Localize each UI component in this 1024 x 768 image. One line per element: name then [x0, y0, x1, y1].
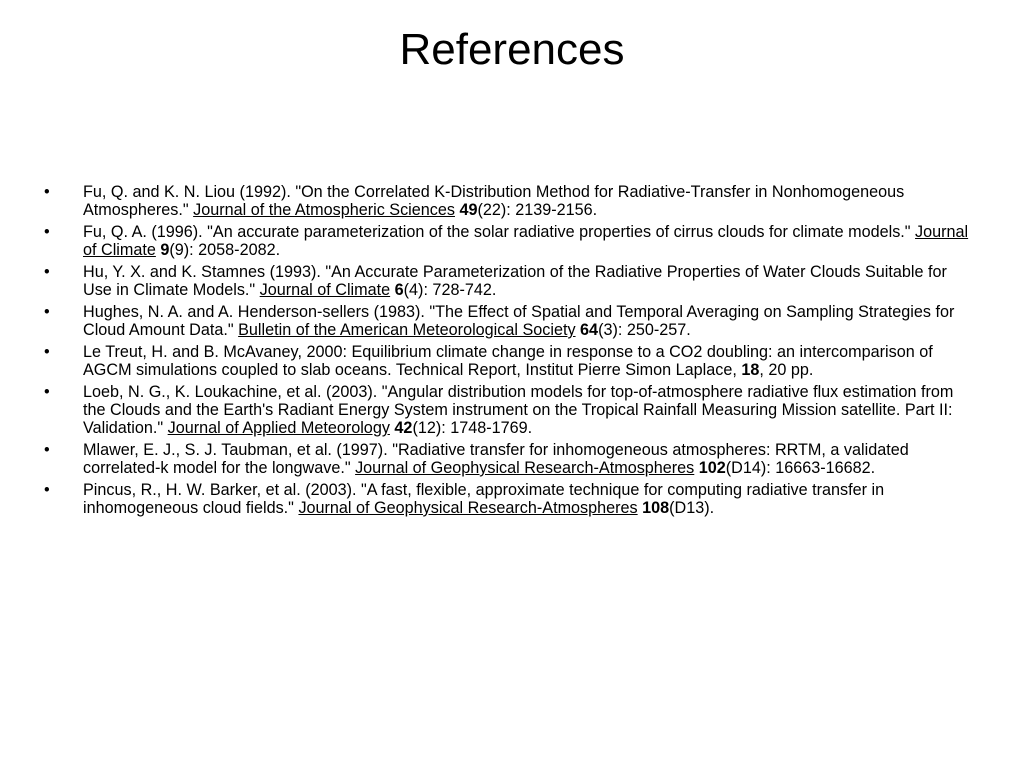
reference-tail: (3): 250-257. — [598, 321, 691, 339]
reference-text: Loeb, N. G., K. Loukachine, et al. (2003). "Angular distribution models for top-of-atmosphere radiative flux estimation from the Clouds and the Earth's Radiant Energy System instrument on the Tropical Rainfall Measuring Mission satellite. Part II: Validation." — [83, 383, 954, 437]
reference-text: Mlawer, E. J., S. J. Taubman, et al. (1997). "Radiative transfer for inhomogeneous atmospheres: RRTM, a validated correlated-k model for the longwave." — [83, 441, 909, 477]
volume-number: 42 — [394, 419, 413, 437]
reference-text: Fu, Q. and K. N. Liou (1992). "On the Correlated K-Distribution Method for Radiative-Transfer in Nonhomogeneous Atmospheres." — [83, 183, 905, 219]
journal-name: Journal of Climate — [259, 281, 391, 299]
journal-name: Journal of Geophysical Research-Atmospheres — [298, 499, 638, 517]
reference-item — [44, 183, 974, 219]
journal-name: Bulletin of the American Meteorological Society — [238, 321, 576, 339]
volume-number: 9 — [160, 241, 170, 259]
volume-number: 6 — [394, 281, 404, 299]
bullet-icon: • — [44, 383, 50, 401]
slide-title: References — [399, 25, 625, 74]
reference-item — [44, 263, 974, 299]
bullet-icon: • — [44, 441, 50, 459]
reference-text: Le Treut, H. and B. McAvaney, 2000: Equilibrium climate change in response to a CO2 doubling: an intercomparison of AGCM simulations coupled to slab oceans. Technical Report, Institut Pierre Simon Laplace, — [83, 343, 933, 379]
reference-tail: , 20 pp. — [759, 361, 814, 379]
reference-tail: (12): 1748-1769. — [412, 419, 533, 437]
reference-item — [44, 303, 974, 339]
bullet-icon: • — [44, 303, 50, 321]
reference-list — [44, 183, 974, 521]
reference-item — [44, 223, 974, 259]
journal-name: Journal of Geophysical Research-Atmospheres — [355, 459, 695, 477]
volume-number: 18 — [741, 361, 760, 379]
volume-number: 108 — [642, 499, 670, 517]
journal-name: Journal of Applied Meteorology — [167, 419, 390, 437]
reference-text: Pincus, R., H. W. Barker, et al. (2003). "A fast, flexible, approximate technique for computing radiative transfer in inhomogeneous cloud fields." — [83, 481, 885, 517]
bullet-icon: • — [44, 263, 50, 281]
journal-name: Journal of Climate — [83, 223, 969, 259]
journal-name: Journal of the Atmospheric Sciences — [193, 201, 455, 219]
reference-item — [44, 343, 974, 379]
reference-item — [44, 481, 974, 517]
reference-text: Hughes, N. A. and A. Henderson-sellers (1983). "The Effect of Spatial and Temporal Averaging on Sampling Strategies for Cloud Amount Data." — [83, 303, 955, 339]
bullet-icon: • — [44, 481, 50, 499]
bullet-icon: • — [44, 343, 50, 361]
reference-tail: (D14): 16663-16682. — [725, 459, 876, 477]
bullet-icon: • — [44, 223, 50, 241]
volume-number: 64 — [580, 321, 599, 339]
reference-tail: (4): 728-742. — [403, 281, 497, 299]
reference-tail: (9): 2058-2082. — [169, 241, 281, 259]
volume-number: 49 — [459, 201, 478, 219]
reference-item — [44, 383, 974, 437]
reference-text: Hu, Y. X. and K. Stamnes (1993). "An Accurate Parameterization of the Radiative Properties of Water Clouds Suitable for Use in Climate Models." — [83, 263, 947, 299]
reference-text: Fu, Q. A. (1996). "An accurate parameterization of the solar radiative properties of cirrus clouds for climate models." — [83, 223, 916, 241]
volume-number: 102 — [698, 459, 726, 477]
reference-tail: (D13). — [669, 499, 715, 517]
bullet-icon: • — [44, 183, 50, 201]
reference-tail: (22): 2139-2156. — [477, 201, 598, 219]
reference-item — [44, 441, 974, 477]
